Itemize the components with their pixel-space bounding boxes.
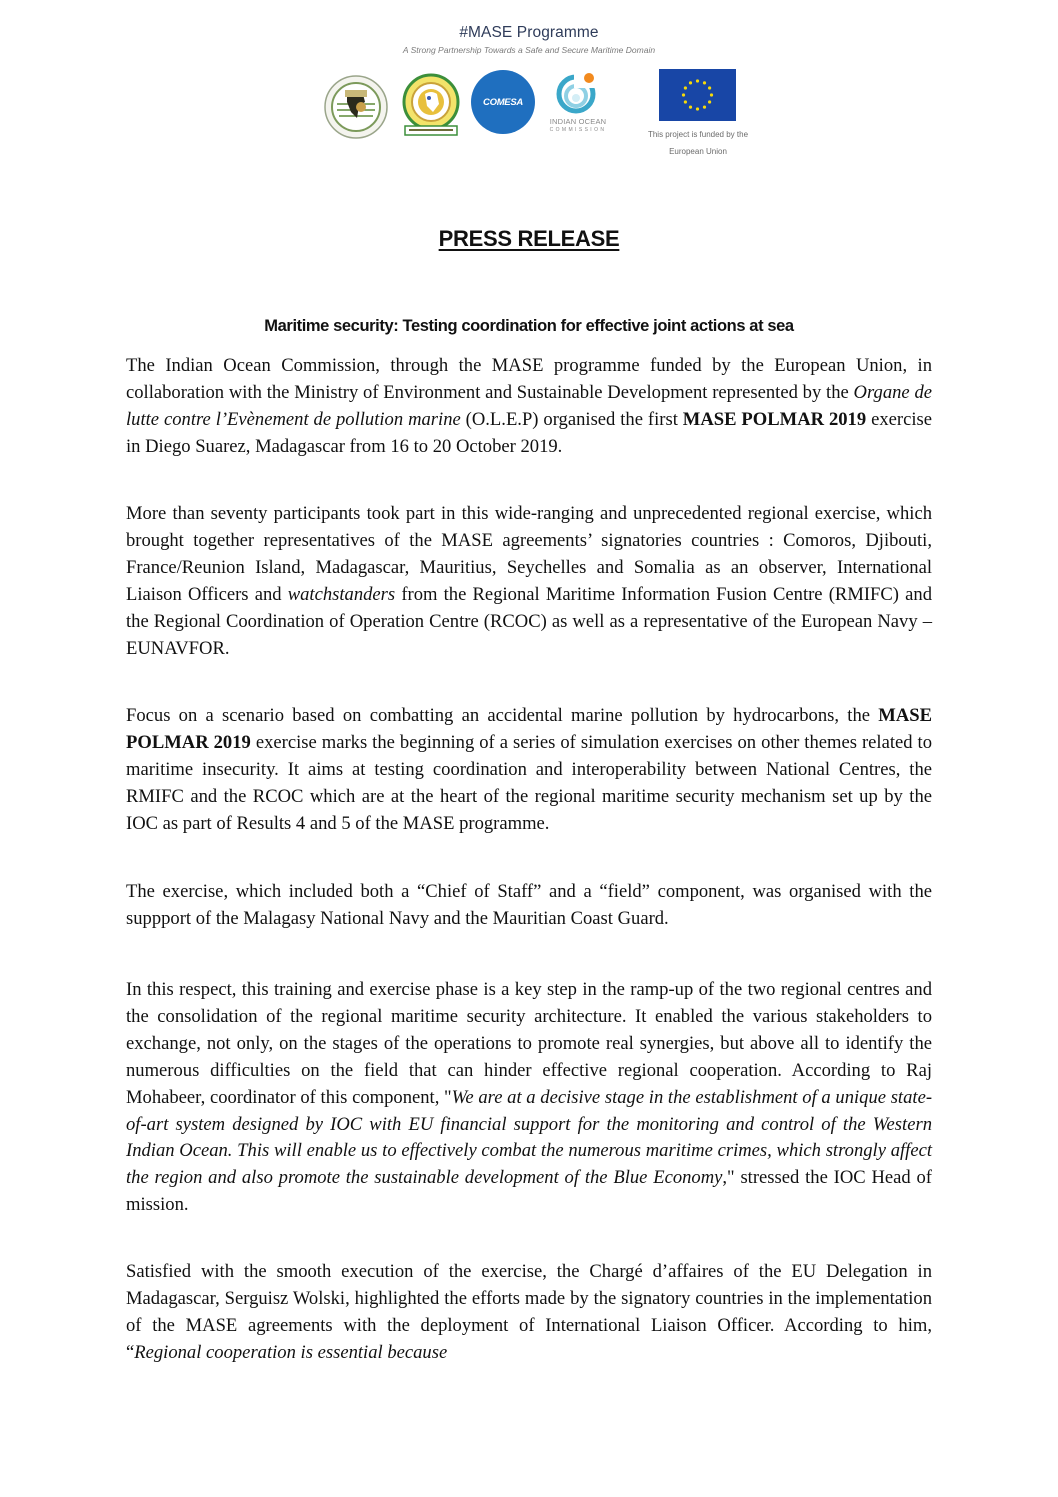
paragraph-4 [126, 879, 932, 933]
text-segment: Regional cooperation is essential because [134, 1341, 448, 1363]
paragraph-6 [126, 1259, 932, 1367]
text-segment: exercise marks the beginning of a series of simulation exercises on other themes related to maritime insecurity. It aims at testing coordination and interoperability between National Centres, the RMIFC and the RCOC which are at the heart of the regional maritime security mechanism set up by the IOC as part of Results 4 and 5 of the MASE programme. [126, 731, 932, 834]
eac-emblem-icon [397, 70, 465, 140]
text-segment: MASE POLMAR 2019 [682, 408, 867, 430]
eu-funding-caption: This project is funded by the European Union [647, 130, 749, 156]
paragraph-3 [126, 703, 932, 838]
text-segment: Focus on a scenario based on combatting an accidental marine pollution by hydrocarbons, the [126, 705, 879, 726]
text-segment: The exercise, which included both a “Chief of Staff” and a “field” component, was organised with the suppport of the Malagasy National Navy and the Mauritian Coast Guard. [126, 881, 932, 929]
text-segment: The Indian Ocean Commission, through the MASE programme funded by the European Union, in collaboration with the Ministry of Environment and Sustainable Development represented by the [126, 355, 932, 403]
eu-flag-icon [659, 69, 736, 121]
ioc-logo-icon [556, 68, 596, 116]
text-segment: MASE POLMAR 2019 [126, 705, 932, 753]
document-title: PRESS RELEASE [438, 226, 620, 251]
text-segment: In this respect, this training and exercise phase is a key step in the ramp-up of the two regional centres and the consolidation of the regional maritime security architecture. It enabled the various stakeholders to exchange, not only, on the stages of the operations to promote real synergies, but above all to identify the numerous difficulties on the field that can hinder effective regional cooperation. According to Raj Mohabeer, coordinator of this component, " [126, 979, 932, 1108]
text-segment: exercise in Diego Suarez, Madagascar from 16 to 20 October 2019. [126, 408, 932, 457]
programme-tagline: A Strong Partnership Towards a Safe and Secure Maritime Domain [402, 45, 656, 55]
paragraph-2 [126, 501, 932, 662]
comesa-logo-icon [471, 70, 535, 134]
text-segment: watchstanders [287, 583, 396, 605]
text-segment: We are at a decisive stage in the establishment of a unique state-of-art system designed by IOC with EU financial support for the monitoring and control of the Western Indian Ocean. This will enable us to effectively combat the numerous maritime crimes, which strongly affect the region and also promote the sustainable development of the Blue Economy [126, 1086, 933, 1189]
text-segment: (O.L.E.P) organised the first [460, 408, 683, 430]
document-subtitle: Maritime security: Testing coordination for effective joint actions at sea [264, 317, 794, 335]
programme-title: #MASE Programme [459, 24, 599, 41]
paragraph-1 [126, 353, 932, 461]
text-segment: from the Regional Maritime Information Fusion Centre (RMIFC) and the Regional Coordination of Operation Centre (RCOC) as well as a representative of the European Navy – EUNAVFOR. [126, 583, 933, 659]
igad-emblem-icon [323, 74, 389, 140]
text-segment: Organe de lutte contre l’Evènement de pollution marine [126, 381, 932, 430]
document-header [0, 0, 1058, 160]
text-segment: More than seventy participants took part in this wide-ranging and unprecedented regional exercise, which brought together representatives of the MASE agreements’ signatories countries : Comoros, Djibouti, France/Reunion Island, Madagascar, Mauritius, Seychelles and Somalia as an observer, International Liaison Officers and [126, 503, 932, 605]
paragraph-5 [126, 977, 932, 1219]
ioc-logo-label: INDIAN OCEAN COMMISSION [549, 117, 607, 133]
comesa-logo-text: COMESA [483, 96, 523, 108]
text-segment: ," stressed the IOC Head of mission. [126, 1167, 932, 1216]
text-segment: Satisfied with the smooth execution of the exercise, the Chargé d’affaires of the EU Delegation in Madagascar, Serguisz Wolski, highlighted the efforts made by the signatory countries in the implementation of the MASE agreements with the deployment of International Liaison Officer. According to him, “ [126, 1261, 932, 1363]
